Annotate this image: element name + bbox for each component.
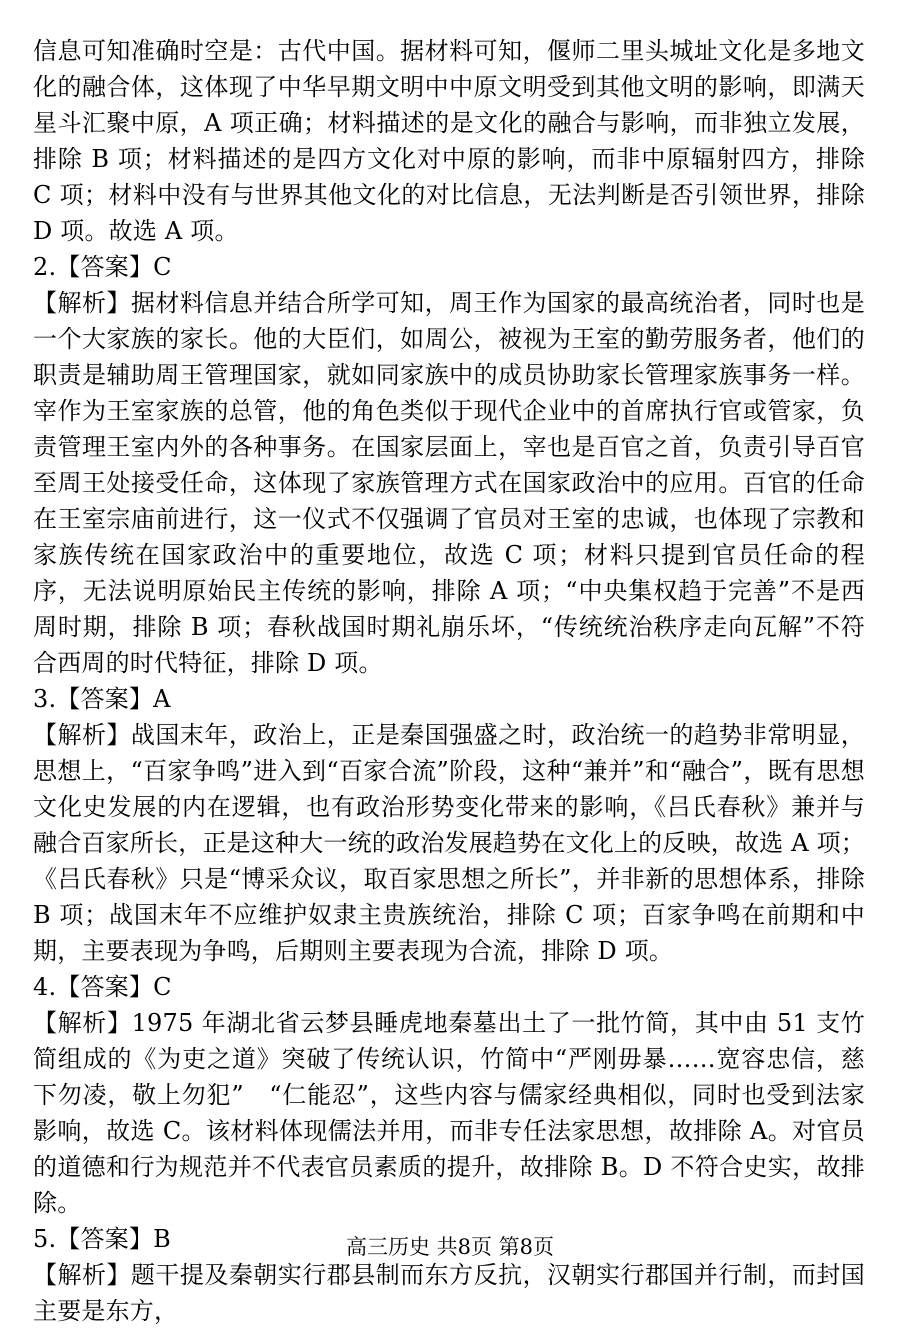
document-page [33,33,865,1329]
answer-line-q3: 3.【答案】A [33,685,171,713]
analysis-paragraph-q3: 【解析】战国末年，政治上，正是秦国强盛之时，政治统一的趋势非常明显，思想上，“百家争鸣”进入到“百家合流”阶段，这种“兼并”和“融合”，既有思想文化史发展的内在逻辑，也有政治形势变化带来的影响，《吕氏春秋》兼并与融合百家所长，正是这种大一统的政治发展趋势在文化上的反映，故选 A 项；《吕氏春秋》只是“博采众议，取百家思想之所长”，并非新的思想体系，排除 B 项；战国末年不应维护奴隶主贵族统治，排除 C 项；百家争鸣在前期和中期，主要表现为争鸣，后期则主要表现为合流，排除 D 项。 [33,721,865,965]
analysis-paragraph-q4: 【解析】1975 年湖北省云梦县睡虎地秦墓出土了一批竹简，其中由 51 支竹简组成的《为吏之道》突破了传统认识，竹简中“严刚毋暴……宽容忠信，慈下勿凌，敬上勿犯” “仁能忍”，这些内容与儒家经典相似，同时也受到法家影响，故选 C。该材料体现儒法并用，而非专任法家思想，故排除 A。对官员的道德和行为规范并不代表官员素质的提升，故排除 B。D 不符合史实，故排除。 [33,1009,865,1217]
analysis-paragraph-q2: 【解析】据材料信息并结合所学可知，周王作为国家的最高统治者，同时也是一个大家族的家长。他的大臣们，如周公，被视为王室的勤劳服务者，他们的职责是辅助周王管理国家，就如同家族中的成员协助家长管理家族事务一样。宰作为王室家族的总管，他的角色类似于现代企业中的首席执行官或管家，负责管理王室内外的各种事务。在国家层面上，宰也是百官之首，负责引导百官至周王处接受任命，这体现了家族管理方式在国家政治中的应用。百官的任命在王室宗庙前进行，这一仪式不仅强调了官员对王室的忠诚，也体现了宗教和家族传统在国家政治中的重要地位，故选 C 项；材料只提到官员任命的程序，无法说明原始民主传统的影响，排除 A 项；“中央集权趋于完善”不是西周时期，排除 B 项；春秋战国时期礼崩乐坏，“传统统治秩序走向瓦解”不符合西周的时代特征，排除 D 项。 [33,289,865,677]
paragraph-continuation-q1: 信息可知准确时空是：古代中国。据材料可知，偃师二里头城址文化是多地文化的融合体，这体现了中华早期文明中中原文明受到其他文明的影响，即满天星斗汇聚中原，A 项正确；材料描述的是文化的融合与影响，而非独立发展，排除 B 项；材料描述的是四方文化对中原的影响，而非中原辐射四方，排除 C 项；材料中没有与世界其他文化的对比信息，无法判断是否引领世界，排除 D 项。故选 A 项。 [33,37,865,245]
analysis-paragraph-q5: 【解析】题干提及秦朝实行郡县制而东方反抗，汉朝实行郡国并行制，而封国主要是东方， [33,1261,865,1325]
page-footer: 高三历史 共8页 第8页 [345,1235,555,1259]
answer-line-q5: 5.【答案】B [33,1225,171,1253]
answer-line-q2: 2.【答案】C [33,253,172,281]
answer-line-q4: 4.【答案】C [33,973,172,1001]
